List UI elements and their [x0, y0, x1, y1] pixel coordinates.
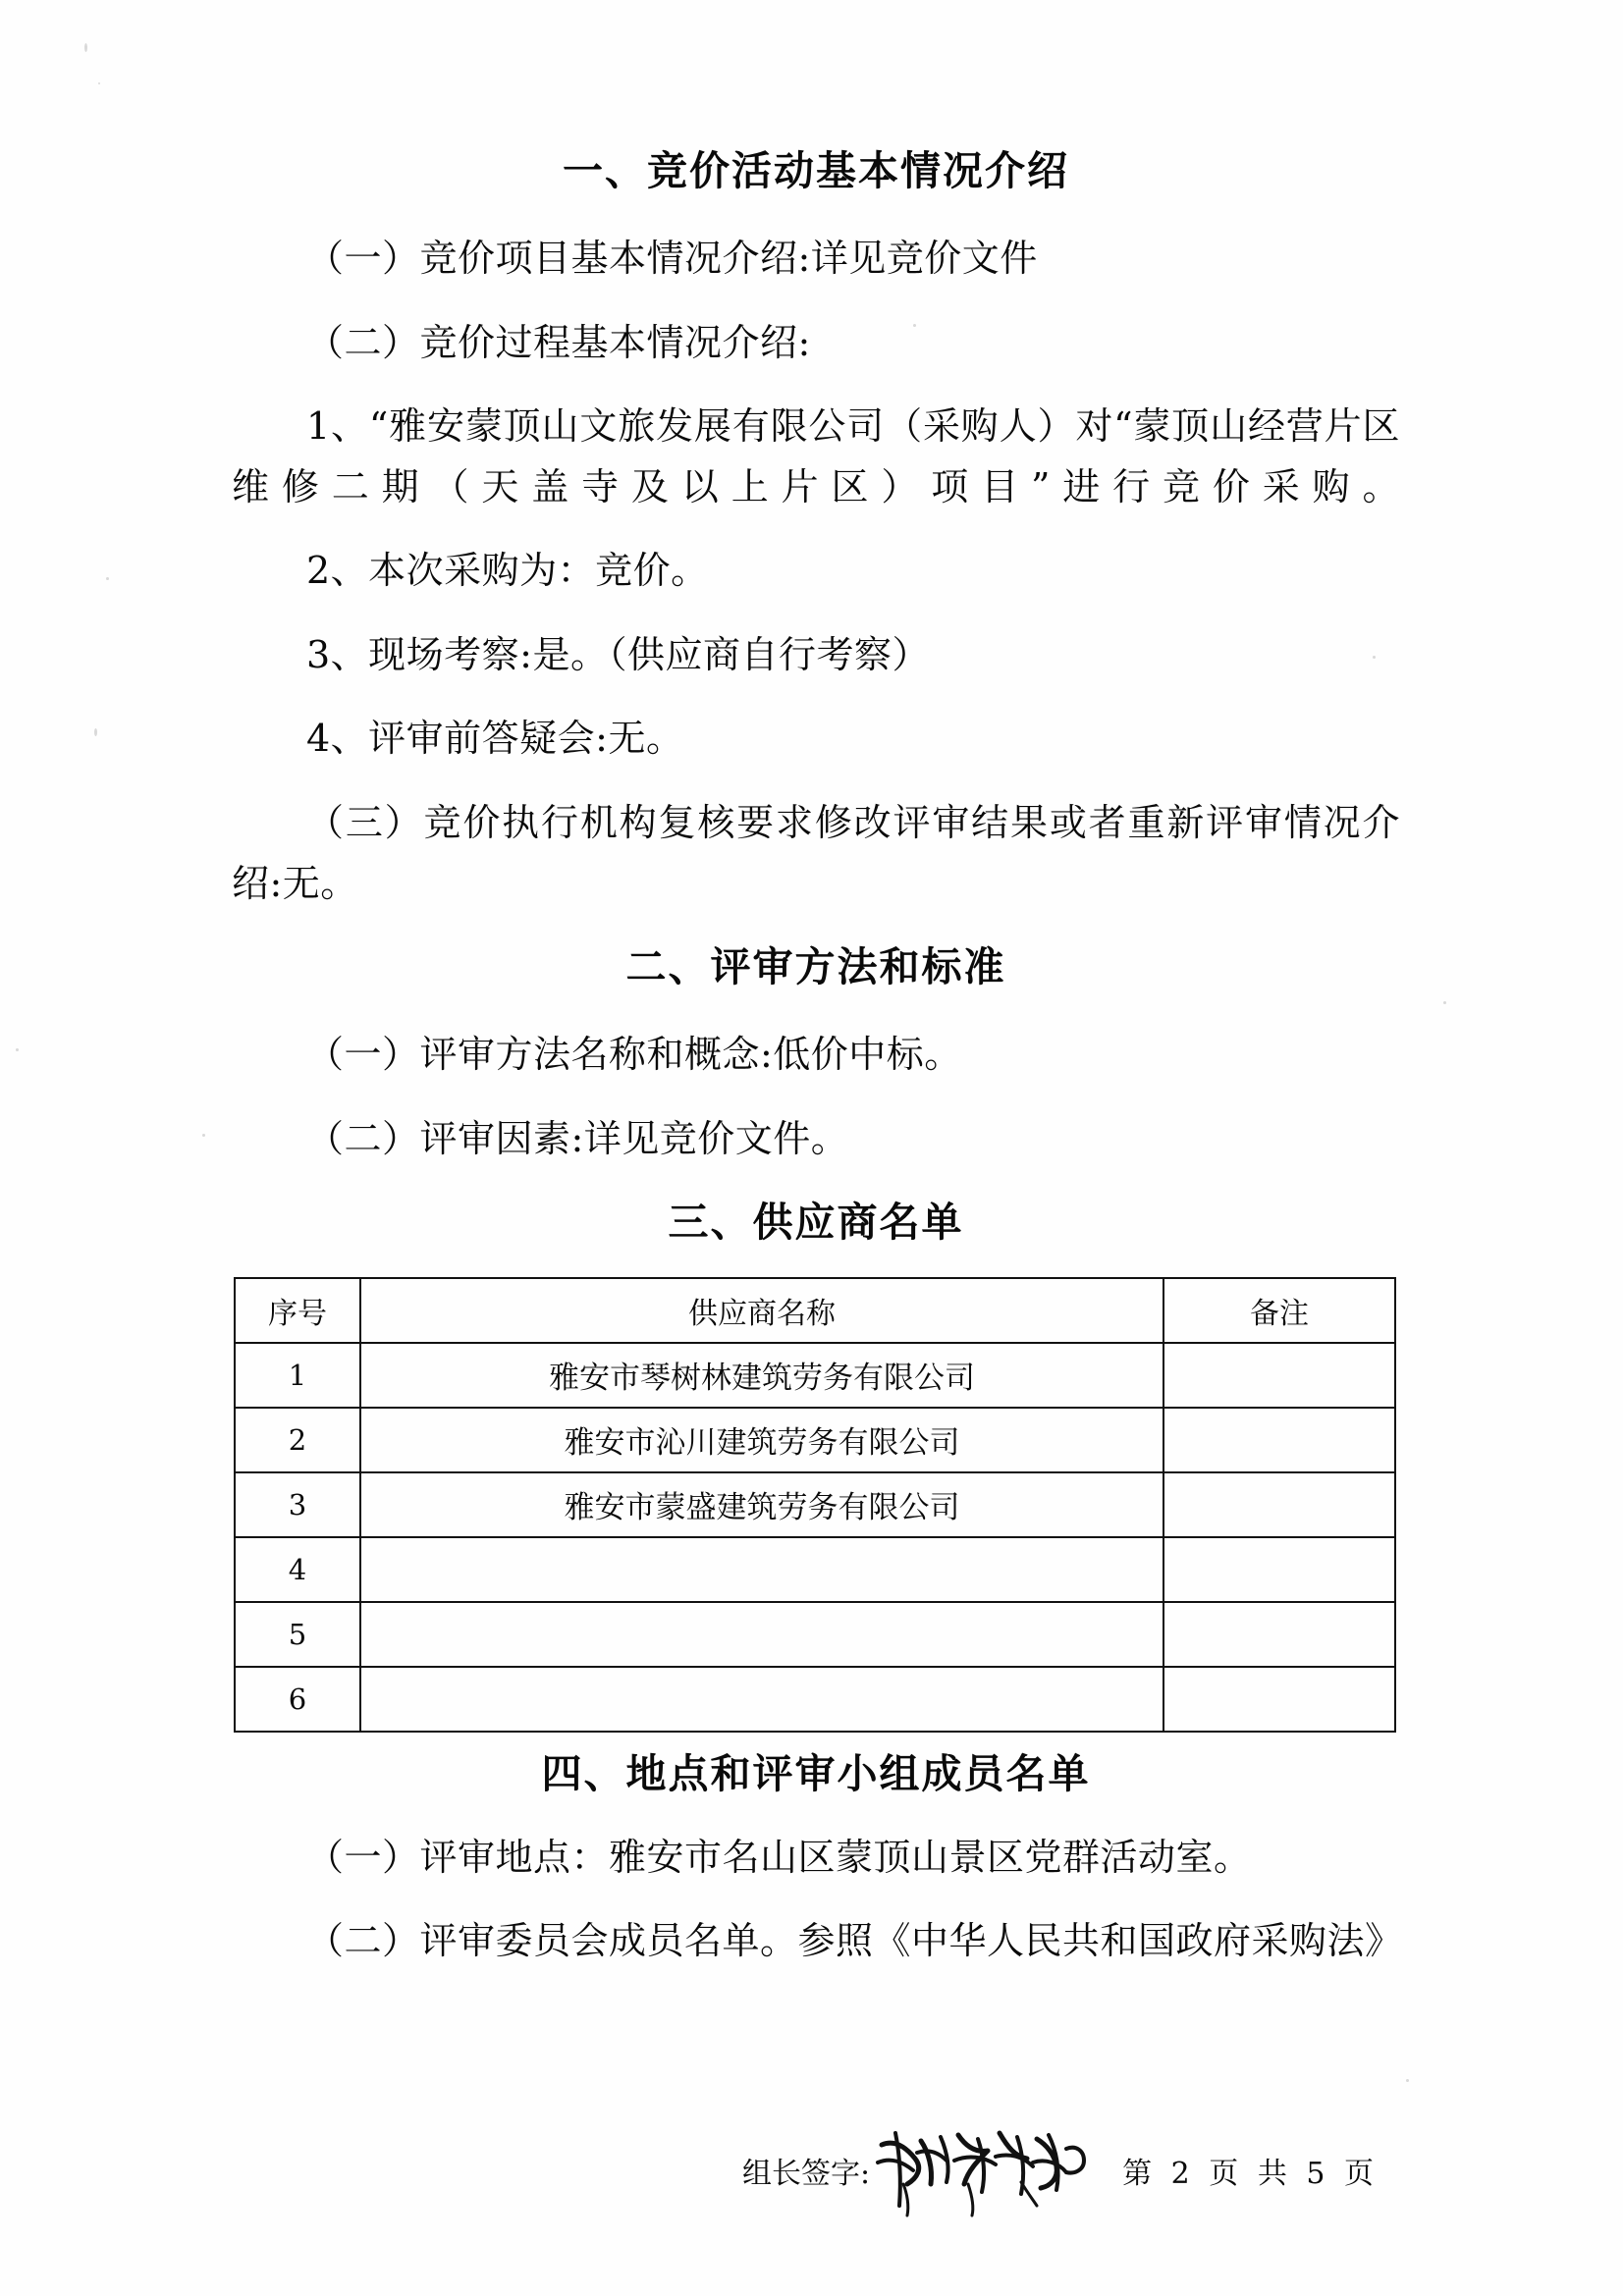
section-heading-three: 三、供应商名单 — [668, 1199, 964, 1247]
column-header-name: 供应商名称 — [360, 1278, 1163, 1343]
table-row — [235, 1602, 1395, 1667]
scan-speck — [98, 82, 100, 84]
paragraph-2-2: （二）评审因素:详见竞价文件。 — [306, 1116, 849, 1160]
page-unit-1: 页 — [1209, 2157, 1241, 2191]
cell-supplier-name: 雅安市蒙盛建筑劳务有限公司 — [360, 1472, 1163, 1537]
page-unit-2: 页 — [1344, 2157, 1377, 2191]
cell-index: 2 — [235, 1408, 360, 1472]
paragraph-2-1: （一）评审方法名称和概念:低价中标。 — [306, 1033, 962, 1077]
document-body — [232, 147, 1403, 1996]
paragraph-1-4: 2、本次采购为：竞价。 — [306, 549, 709, 593]
cell-supplier-name — [360, 1667, 1163, 1732]
cell-note — [1163, 1537, 1395, 1602]
table-row — [235, 1408, 1395, 1472]
cell-supplier-name: 雅安市沁川建筑劳务有限公司 — [360, 1408, 1163, 1472]
scan-speck — [94, 728, 97, 736]
cell-index: 6 — [235, 1667, 360, 1732]
scan-speck — [202, 1134, 205, 1137]
scan-speck — [16, 1048, 19, 1051]
scan-speck — [106, 577, 109, 580]
cell-index: 5 — [235, 1602, 360, 1667]
cell-note — [1163, 1472, 1395, 1537]
table-row — [235, 1343, 1395, 1408]
page-current: 2 — [1170, 2157, 1192, 2191]
section-heading-one: 一、竞价活动基本情况介绍 — [563, 147, 1069, 194]
cell-index: 4 — [235, 1537, 360, 1602]
section-heading-four: 四、地点和评审小组成员名单 — [541, 1749, 1091, 1797]
table-row — [235, 1472, 1395, 1537]
paragraph-1-2: （二）竞价过程基本情况介绍: — [306, 320, 811, 364]
paragraph-1-7: （三）竞价执行机构复核要求修改评审结果或者重新评审情况介绍:无。 — [232, 801, 1400, 905]
column-header-note: 备注 — [1163, 1278, 1395, 1343]
cell-index: 1 — [235, 1343, 360, 1408]
table-row — [235, 1667, 1395, 1732]
cell-note — [1163, 1667, 1395, 1732]
cell-supplier-name — [360, 1537, 1163, 1602]
page-number — [1119, 2149, 1487, 2192]
cell-index: 3 — [235, 1472, 360, 1537]
table-header-row — [235, 1278, 1395, 1343]
page-of: 共 — [1257, 2157, 1289, 2191]
scan-speck — [1443, 1001, 1446, 1004]
paragraph-1-6: 4、评审前答疑会:无。 — [306, 717, 684, 761]
page-footer — [232, 2123, 1476, 2192]
paragraph-1-1: （一）竞价项目基本情况介绍:详见竞价文件 — [306, 237, 1038, 281]
cell-note — [1163, 1602, 1395, 1667]
page-total: 5 — [1306, 2157, 1327, 2191]
table-row — [235, 1537, 1395, 1602]
page-prefix: 第 — [1122, 2157, 1155, 2191]
cell-supplier-name: 雅安市琴树林建筑劳务有限公司 — [360, 1343, 1163, 1408]
paragraph-1-5: 3、现场考察:是。（供应商自行考察） — [306, 632, 930, 676]
supplier-table — [234, 1277, 1396, 1733]
handwritten-signature-icon — [874, 2123, 1119, 2217]
paragraph-1-3: 1、“雅安蒙顶山文旅发展有限公司（采购人）对“蒙顶山经营片区维修二期（天盖寺及以上片区）项目”进行竞价采购。 — [232, 404, 1400, 508]
cell-supplier-name — [360, 1602, 1163, 1667]
scan-speck — [1406, 2079, 1409, 2082]
section-heading-two: 二、评审方法和标准 — [625, 943, 1006, 991]
cell-note — [1163, 1408, 1395, 1472]
column-header-index: 序号 — [235, 1278, 360, 1343]
cell-note — [1163, 1343, 1395, 1408]
paragraph-4-1: （一）评审地点：雅安市名山区蒙顶山景区党群活动室。 — [306, 1835, 1252, 1879]
scan-speck — [84, 43, 87, 52]
paragraph-4-2: （二）评审委员会成员名单。参照《中华人民共和国政府采购法》 — [306, 1919, 1403, 1963]
signature-label: 组长签字: — [742, 2157, 871, 2191]
